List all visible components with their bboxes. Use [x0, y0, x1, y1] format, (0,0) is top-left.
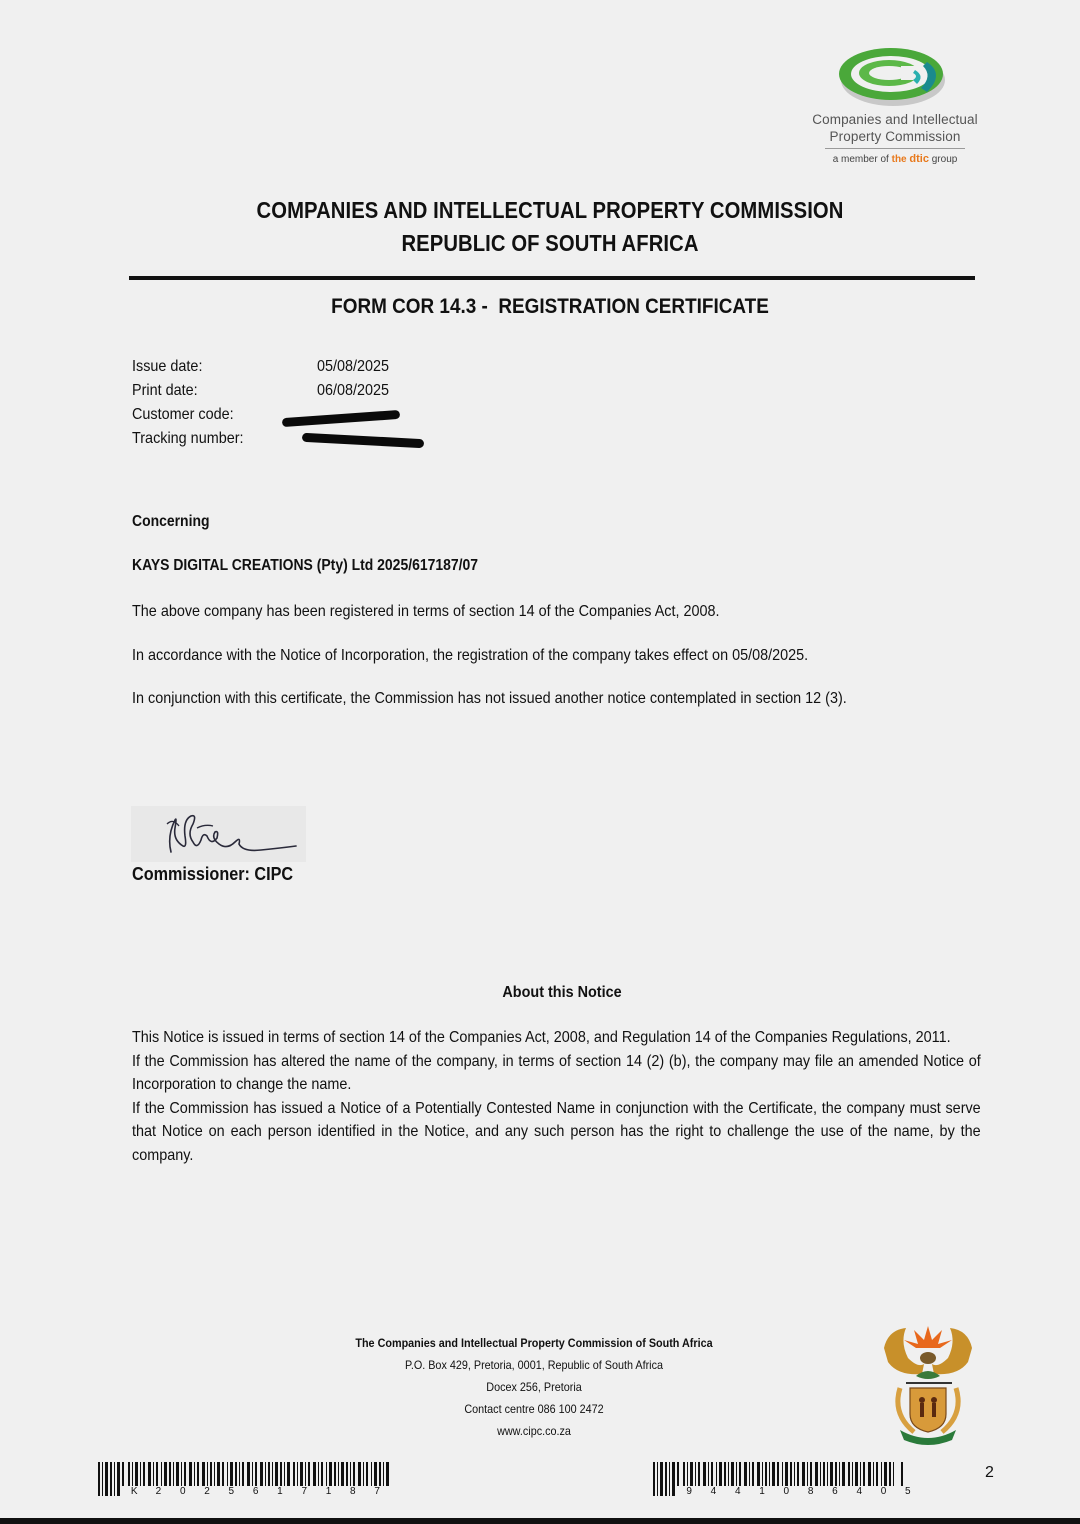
barcode-digit: 5 [228, 1486, 235, 1497]
page-bottom-edge [0, 1518, 1080, 1524]
meta-label: Tracking number: [132, 430, 244, 447]
signature-block [131, 806, 306, 862]
barcode-digits [675, 1486, 922, 1497]
barcode-digit: 6 [832, 1486, 838, 1497]
logo-name-line1: Companies and Intellectual [812, 112, 978, 127]
barcode-digit: 6 [252, 1486, 259, 1497]
header-divider [129, 276, 975, 280]
barcode-digit: 1 [277, 1486, 283, 1497]
barcode-digit: 0 [783, 1486, 790, 1497]
body-paragraph: In accordance with the Notice of Incorporation, the registration of the company takes effect on 05/08/2025. [132, 647, 809, 664]
member-prefix: a member of [832, 154, 889, 165]
header-title-line2: REPUBLIC OF SOUTH AFRICA [401, 230, 699, 256]
meta-label: Customer code: [132, 406, 234, 423]
barcode-digit: 9 [686, 1486, 692, 1497]
barcode-registration [98, 1462, 390, 1496]
about-paragraph: This Notice is issued in terms of section 14 of the Companies Act, 2008, and Regulation 14 of the Companies Regulations, 2011. [132, 1029, 951, 1046]
barcode-digit: 2 [155, 1486, 162, 1497]
form-title: FORM COR 14.3 - REGISTRATION CERTIFICATE [331, 294, 769, 318]
footer-org: The Companies and Intellectual Property Commission of South Africa [355, 1336, 713, 1350]
logo-divider [825, 148, 965, 149]
barcode-digit: 8 [350, 1486, 356, 1497]
about-paragraph: If the Commission has issued a Notice of a Potentially Contested Name in conjunction with the Certificate, the company must serve that Notice on each person identified in the Notice, and any such person has the right to challenge the use of the name, by the company. [132, 1099, 981, 1164]
barcode-digit: 4 [710, 1486, 717, 1497]
logo-name-line2: Property Commission [829, 129, 961, 144]
member-suffix: group [931, 154, 958, 165]
member-the: the [891, 154, 907, 165]
logo-member-line [795, 153, 995, 165]
barcode-digit: 7 [301, 1486, 307, 1497]
body-paragraph: In conjunction with this certificate, the Commission has not issued another notice contemplated in section 12 (3). [132, 690, 847, 707]
about-notice-body [132, 1026, 981, 1167]
barcode-digit: 1 [325, 1486, 332, 1497]
barcode-tracking [653, 1462, 911, 1497]
footer-website: www.cipc.co.za [497, 1424, 571, 1438]
barcode-digit: 1 [759, 1486, 765, 1497]
barcode-digit: 4 [856, 1486, 862, 1497]
about-paragraph: If the Commission has altered the name of the company, in terms of section 14 (2) (b), the company may file an amended Notice of Incorporation to change the name. [132, 1052, 981, 1093]
signatory-caption: Commissioner: CIPC [132, 864, 294, 884]
cipc-logo-icon [835, 40, 955, 110]
meta-label: Print date: [132, 382, 198, 399]
meta-value: 05/08/2025 [317, 358, 390, 375]
concerning-label: Concerning [132, 513, 210, 530]
footer-contact-centre: Contact centre 086 100 2472 [464, 1402, 604, 1416]
footer-docex: Docex 256, Pretoria [486, 1380, 582, 1394]
signature-icon [131, 806, 306, 862]
barcode-digit: K [130, 1486, 138, 1497]
header-title-line1: COMPANIES AND INTELLECTUAL PROPERTY COMMISSION [256, 197, 844, 223]
meta-value: 06/08/2025 [317, 382, 390, 399]
barcode-digit: 2 [204, 1486, 210, 1497]
footer-address: P.O. Box 429, Pretoria, 0001, Republic of South Africa [405, 1358, 663, 1372]
cipc-logo [795, 40, 995, 180]
redaction-mark [282, 410, 400, 427]
meta-label: Issue date: [132, 358, 203, 375]
barcode-digit: 4 [734, 1486, 741, 1497]
barcode-digit: 8 [807, 1486, 814, 1497]
barcode-digit: 5 [905, 1486, 911, 1497]
sa-coat-of-arms-icon [878, 1318, 978, 1446]
redaction-mark [302, 433, 424, 448]
member-dtic: dtic [909, 153, 929, 165]
barcode-digits [120, 1486, 391, 1497]
page-number: 2 [985, 1464, 994, 1481]
about-notice-title: About this Notice [502, 984, 622, 1001]
barcode-digit: 0 [179, 1486, 186, 1497]
body-paragraph: The above company has been registered in terms of section 14 of the Companies Act, 2008. [132, 603, 720, 620]
barcode-digit: 0 [880, 1486, 887, 1497]
company-name-registration: KAYS DIGITAL CREATIONS (Pty) Ltd 2025/617187/07 [132, 557, 479, 574]
barcode-digit: 7 [374, 1486, 380, 1497]
